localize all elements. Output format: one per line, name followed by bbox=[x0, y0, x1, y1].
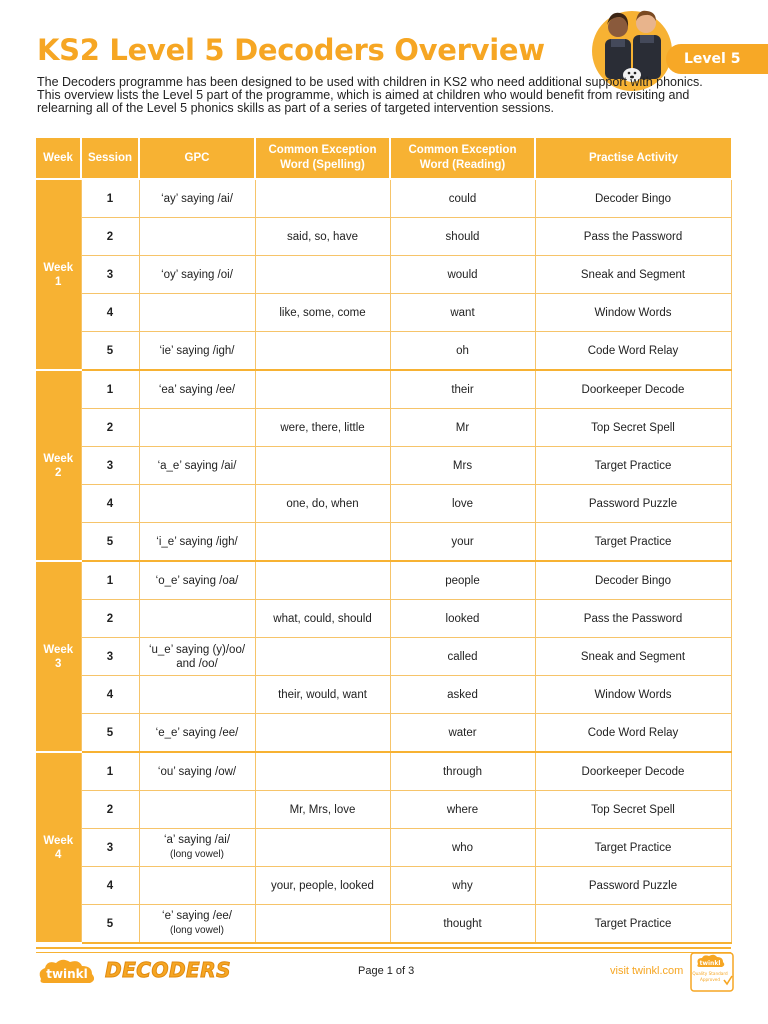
gpc-cell bbox=[139, 179, 255, 218]
activity-cell bbox=[535, 867, 731, 905]
gpc-cell bbox=[139, 218, 255, 256]
activity-cell bbox=[535, 447, 731, 485]
spelling-cell bbox=[255, 294, 390, 332]
reading-cell-text: love bbox=[451, 497, 474, 510]
activity-cell-text: Target Practice bbox=[594, 459, 672, 472]
spelling-cell bbox=[255, 791, 390, 829]
spelling-cell bbox=[255, 867, 390, 905]
reading-cell-text: Mr bbox=[455, 421, 470, 434]
table-row bbox=[36, 829, 731, 867]
reading-cell-text: thought bbox=[443, 917, 482, 930]
gpc-cell-text: ‘e’ saying /ee/ bbox=[162, 910, 232, 922]
table-row bbox=[36, 256, 731, 294]
gpc-cell bbox=[139, 332, 255, 371]
reading-cell bbox=[390, 829, 535, 867]
activity-cell bbox=[535, 294, 731, 332]
footer-divider bbox=[36, 947, 731, 949]
gpc-cell bbox=[139, 485, 255, 523]
session-cell bbox=[81, 600, 139, 638]
table-row bbox=[36, 791, 731, 829]
spelling-cell-text: were, there, little bbox=[280, 421, 365, 434]
gpc-cell bbox=[139, 791, 255, 829]
activity-cell bbox=[535, 523, 731, 562]
table-row bbox=[36, 523, 731, 562]
session-cell bbox=[81, 714, 139, 753]
week-label-number: 2 bbox=[55, 466, 62, 479]
activity-cell-text: Top Secret Spell bbox=[591, 803, 675, 816]
reading-cell-text: called bbox=[447, 650, 478, 663]
table-row bbox=[36, 905, 731, 944]
footer-divider-thin bbox=[36, 952, 731, 953]
session-cell bbox=[81, 752, 139, 791]
visit-twinkl-link[interactable]: visit twinkl.com bbox=[610, 965, 684, 977]
gpc-cell bbox=[139, 867, 255, 905]
session-cell-text: 5 bbox=[106, 726, 114, 739]
reading-cell bbox=[390, 370, 535, 409]
gpc-cell bbox=[139, 447, 255, 485]
week-label-word: Week bbox=[43, 643, 74, 656]
table-row bbox=[36, 600, 731, 638]
session-cell bbox=[81, 179, 139, 218]
table-row bbox=[36, 447, 731, 485]
session-cell bbox=[81, 218, 139, 256]
header-spelling-line2: Word (Spelling) bbox=[280, 159, 365, 171]
reading-cell-text: people bbox=[445, 574, 480, 587]
reading-cell-text: could bbox=[448, 192, 477, 205]
session-cell-text: 5 bbox=[106, 344, 114, 357]
reading-cell-text: would bbox=[447, 268, 478, 281]
spelling-cell bbox=[255, 256, 390, 294]
reading-cell-text: why bbox=[452, 879, 473, 892]
spelling-cell bbox=[255, 561, 390, 600]
week-label-cell bbox=[36, 179, 81, 370]
badge-line1: twinkl bbox=[699, 960, 721, 967]
gpc-cell bbox=[139, 256, 255, 294]
reading-cell-text: want bbox=[450, 306, 475, 319]
session-cell-text: 4 bbox=[106, 306, 114, 319]
spelling-cell bbox=[255, 332, 390, 371]
spelling-cell bbox=[255, 638, 390, 676]
reading-cell bbox=[390, 791, 535, 829]
reading-cell-text: water bbox=[448, 726, 477, 739]
table-row bbox=[36, 752, 731, 791]
activity-cell bbox=[535, 600, 731, 638]
reading-cell-text: through bbox=[442, 765, 482, 778]
reading-cell-text: who bbox=[451, 841, 474, 854]
gpc-cell-text: ‘o_e’ saying /oa/ bbox=[155, 574, 239, 587]
reading-cell bbox=[390, 294, 535, 332]
session-cell bbox=[81, 867, 139, 905]
reading-cell bbox=[390, 752, 535, 791]
gpc-cell-text: ‘u_e’ saying (y)/oo/ bbox=[148, 643, 246, 656]
spelling-cell bbox=[255, 370, 390, 409]
header-reading bbox=[390, 138, 535, 179]
spelling-cell-text: their, would, want bbox=[278, 688, 367, 701]
activity-cell bbox=[535, 256, 731, 294]
intro-paragraph: The Decoders programme has been designed to be used with children in KS2 who need additional support with phonics. This overview lists the Level 5 part of the programme, which is aimed at children who would benefit from revisiting and relearning all of the Level 5 phonics skills as part of a series of targeted intervention sessions. bbox=[37, 75, 703, 115]
table-row bbox=[36, 485, 731, 523]
reading-cell bbox=[390, 447, 535, 485]
spelling-cell bbox=[255, 600, 390, 638]
session-cell-text: 1 bbox=[106, 383, 114, 396]
session-cell-text: 2 bbox=[106, 612, 114, 625]
spelling-cell bbox=[255, 905, 390, 944]
spelling-cell-text: one, do, when bbox=[286, 497, 359, 510]
header-reading-line2: Word (Reading) bbox=[419, 159, 506, 171]
session-cell bbox=[81, 332, 139, 371]
table-header-row bbox=[36, 138, 731, 179]
session-cell-text: 5 bbox=[106, 917, 114, 930]
gpc-cell-text: ‘ie’ saying /igh/ bbox=[159, 344, 235, 357]
gpc-cell bbox=[139, 523, 255, 562]
table-row bbox=[36, 867, 731, 905]
quality-standard-badge-icon bbox=[690, 952, 734, 992]
reading-cell-text: asked bbox=[447, 688, 478, 701]
activity-cell bbox=[535, 829, 731, 867]
reading-cell-text: where bbox=[446, 803, 479, 816]
badge-line3: Approved bbox=[699, 977, 721, 982]
activity-cell-text: Pass the Password bbox=[583, 612, 683, 625]
reading-cell bbox=[390, 676, 535, 714]
activity-cell bbox=[535, 179, 731, 218]
gpc-cell bbox=[139, 905, 255, 944]
header-activity: Practise Activity bbox=[535, 138, 731, 179]
activity-cell bbox=[535, 676, 731, 714]
gpc-note: (long vowel) bbox=[170, 849, 224, 860]
gpc-note: and /oo/ bbox=[176, 657, 218, 670]
activity-cell bbox=[535, 218, 731, 256]
session-cell-text: 3 bbox=[106, 650, 114, 663]
activity-cell-text: Code Word Relay bbox=[587, 726, 679, 739]
activity-cell-text: Sneak and Segment bbox=[580, 268, 686, 281]
week-label-number: 3 bbox=[55, 657, 62, 670]
session-cell-text: 1 bbox=[106, 192, 114, 205]
reading-cell bbox=[390, 218, 535, 256]
page-number: Page 1 of 3 bbox=[358, 965, 415, 977]
gpc-cell bbox=[139, 561, 255, 600]
session-cell-text: 2 bbox=[106, 230, 114, 243]
session-cell-text: 4 bbox=[106, 497, 114, 510]
header-spelling bbox=[255, 138, 390, 179]
gpc-cell bbox=[139, 829, 255, 867]
header-gpc: GPC bbox=[139, 138, 255, 179]
gpc-cell bbox=[139, 752, 255, 791]
activity-cell bbox=[535, 332, 731, 371]
reading-cell bbox=[390, 714, 535, 753]
spelling-cell bbox=[255, 752, 390, 791]
session-cell bbox=[81, 523, 139, 562]
gpc-cell bbox=[139, 638, 255, 676]
spelling-cell bbox=[255, 714, 390, 753]
activity-cell-text: Decoder Bingo bbox=[594, 574, 672, 587]
session-cell bbox=[81, 638, 139, 676]
spelling-cell-text: your, people, looked bbox=[271, 879, 374, 892]
session-cell-text: 3 bbox=[106, 841, 114, 854]
page-title: KS2 Level 5 Decoders Overview bbox=[37, 33, 545, 67]
gpc-cell-text: ‘a’ saying /ai/ bbox=[163, 834, 231, 846]
table-row bbox=[36, 561, 731, 600]
spelling-cell bbox=[255, 447, 390, 485]
week-label-word: Week bbox=[43, 834, 74, 847]
reading-cell bbox=[390, 905, 535, 944]
spelling-cell-text: said, so, have bbox=[287, 230, 358, 243]
reading-cell-text: should bbox=[445, 230, 480, 243]
reading-cell-text: looked bbox=[445, 612, 480, 625]
reading-cell bbox=[390, 485, 535, 523]
level-badge: Level 5 bbox=[666, 44, 768, 74]
activity-cell-text: Code Word Relay bbox=[587, 344, 679, 357]
reading-cell bbox=[390, 523, 535, 562]
gpc-cell bbox=[139, 409, 255, 447]
week-label-word: Week bbox=[43, 261, 74, 274]
gpc-note: (long vowel) bbox=[170, 925, 224, 936]
reading-cell-text: oh bbox=[456, 344, 469, 357]
activity-cell bbox=[535, 561, 731, 600]
reading-cell-text: Mrs bbox=[452, 459, 473, 472]
activity-cell-text: Target Practice bbox=[594, 535, 672, 548]
activity-cell bbox=[535, 409, 731, 447]
badge-line2: Quality Standard bbox=[692, 971, 728, 976]
activity-cell-text: Window Words bbox=[594, 688, 672, 701]
session-cell bbox=[81, 409, 139, 447]
activity-cell bbox=[535, 752, 731, 791]
session-cell bbox=[81, 561, 139, 600]
spelling-cell-text: like, some, come bbox=[279, 306, 366, 319]
gpc-cell bbox=[139, 676, 255, 714]
activity-cell-text: Doorkeeper Decode bbox=[581, 765, 685, 778]
spelling-cell bbox=[255, 179, 390, 218]
spelling-cell bbox=[255, 829, 390, 867]
gpc-cell bbox=[139, 600, 255, 638]
activity-cell bbox=[535, 905, 731, 944]
session-cell-text: 2 bbox=[106, 421, 114, 434]
activity-cell-text: Password Puzzle bbox=[588, 879, 678, 892]
activity-cell-text: Target Practice bbox=[594, 841, 672, 854]
header-spelling-line1: Common Exception bbox=[268, 144, 377, 156]
reading-cell bbox=[390, 600, 535, 638]
session-cell-text: 1 bbox=[106, 765, 114, 778]
activity-cell-text: Password Puzzle bbox=[588, 497, 678, 510]
activity-cell bbox=[535, 638, 731, 676]
header-session: Session bbox=[81, 138, 139, 179]
session-cell bbox=[81, 905, 139, 944]
gpc-cell bbox=[139, 294, 255, 332]
week-label-word: Week bbox=[43, 452, 74, 465]
spelling-cell-text: Mr, Mrs, love bbox=[289, 803, 356, 816]
week-label-cell bbox=[36, 370, 81, 561]
gpc-cell bbox=[139, 714, 255, 753]
spelling-cell bbox=[255, 218, 390, 256]
gpc-cell-text: ‘i_e’ saying /igh/ bbox=[156, 535, 238, 548]
week-label-number: 1 bbox=[55, 275, 62, 288]
activity-cell bbox=[535, 714, 731, 753]
table-row bbox=[36, 714, 731, 753]
activity-cell bbox=[535, 791, 731, 829]
session-cell bbox=[81, 447, 139, 485]
activity-cell bbox=[535, 485, 731, 523]
gpc-cell bbox=[139, 370, 255, 409]
table-row bbox=[36, 409, 731, 447]
activity-cell-text: Decoder Bingo bbox=[594, 192, 672, 205]
reading-cell bbox=[390, 332, 535, 371]
spelling-cell bbox=[255, 523, 390, 562]
week-label-number: 4 bbox=[55, 848, 62, 861]
spelling-cell bbox=[255, 676, 390, 714]
activity-cell-text: Target Practice bbox=[594, 917, 672, 930]
reading-cell bbox=[390, 179, 535, 218]
reading-cell bbox=[390, 561, 535, 600]
gpc-cell-text: ‘a_e’ saying /ai/ bbox=[157, 459, 237, 472]
session-cell bbox=[81, 485, 139, 523]
activity-cell-text: Sneak and Segment bbox=[580, 650, 686, 663]
week-label-cell bbox=[36, 561, 81, 752]
table-row bbox=[36, 676, 731, 714]
week-label-cell bbox=[36, 752, 81, 943]
reading-cell bbox=[390, 256, 535, 294]
header-week: Week bbox=[36, 138, 81, 179]
table-body bbox=[36, 179, 731, 943]
spelling-cell-text: what, could, should bbox=[273, 612, 372, 625]
session-cell bbox=[81, 791, 139, 829]
gpc-cell-text: ‘ea’ saying /ee/ bbox=[158, 383, 236, 396]
gpc-cell-text: ‘ou’ saying /ow/ bbox=[157, 765, 237, 778]
session-cell bbox=[81, 294, 139, 332]
table-row bbox=[36, 638, 731, 676]
decoders-logo: DECODERS bbox=[105, 958, 232, 982]
gpc-cell-text: ‘oy’ saying /oi/ bbox=[161, 268, 233, 281]
reading-cell bbox=[390, 867, 535, 905]
activity-cell bbox=[535, 370, 731, 409]
session-cell bbox=[81, 370, 139, 409]
reading-cell-text: their bbox=[451, 383, 474, 396]
session-cell-text: 5 bbox=[106, 535, 114, 548]
session-cell-text: 4 bbox=[106, 688, 114, 701]
activity-cell-text: Window Words bbox=[594, 306, 672, 319]
activity-cell-text: Pass the Password bbox=[583, 230, 683, 243]
spelling-cell bbox=[255, 409, 390, 447]
spelling-cell bbox=[255, 485, 390, 523]
gpc-cell-text: ‘ay’ saying /ai/ bbox=[161, 192, 233, 205]
session-cell-text: 4 bbox=[106, 879, 114, 892]
activity-cell-text: Doorkeeper Decode bbox=[581, 383, 685, 396]
session-cell bbox=[81, 829, 139, 867]
session-cell bbox=[81, 256, 139, 294]
twinkl-logo-text: twinkl bbox=[46, 967, 88, 981]
table-row bbox=[36, 179, 731, 218]
reading-cell bbox=[390, 409, 535, 447]
overview-table bbox=[36, 138, 732, 944]
header-reading-line1: Common Exception bbox=[408, 144, 517, 156]
session-cell-text: 1 bbox=[106, 574, 114, 587]
session-cell-text: 3 bbox=[106, 268, 114, 281]
session-cell-text: 2 bbox=[106, 803, 114, 816]
reading-cell-text: your bbox=[451, 535, 474, 548]
gpc-cell-text: ‘e_e’ saying /ee/ bbox=[155, 726, 239, 739]
reading-cell bbox=[390, 638, 535, 676]
session-cell bbox=[81, 676, 139, 714]
table-row bbox=[36, 370, 731, 409]
table-row bbox=[36, 332, 731, 371]
table-row bbox=[36, 294, 731, 332]
twinkl-logo-icon bbox=[37, 957, 99, 987]
table-row bbox=[36, 218, 731, 256]
session-cell-text: 3 bbox=[106, 459, 114, 472]
activity-cell-text: Top Secret Spell bbox=[591, 421, 675, 434]
